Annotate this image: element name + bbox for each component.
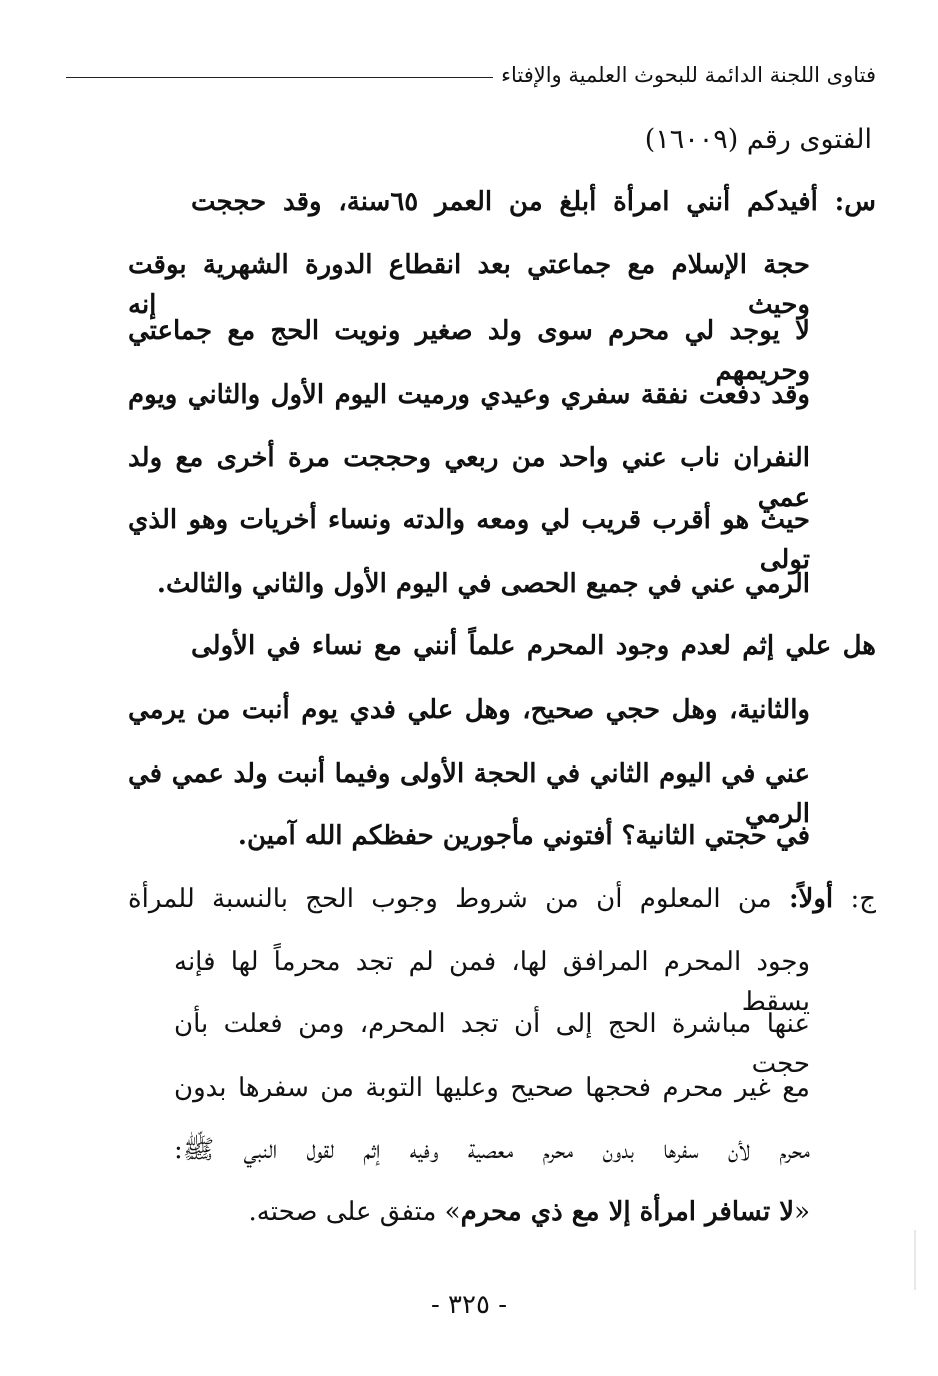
question-line-6: حيث هو أقرب قريب لي ومعه والدته ونساء أخريات وهو الذي تولى: [128, 505, 810, 575]
question-line-10: عني في اليوم الثاني في الحجة الأولى وفيما أنبت ولد عمي في الرمي: [128, 759, 810, 829]
question-line-7: الرمي عني في جميع الحصى في اليوم الأول والثاني والثالث.: [156, 569, 810, 599]
question-line-2: حجة الإسلام مع جماعتي بعد انقطاع الدورة الشهرية بوقت وحيث إنه: [128, 250, 810, 320]
question-line-4: وقد دفعت نفقة سفري وعيدي ورميت اليوم الأول والثاني ويوم: [128, 380, 810, 410]
answer-line-1: [128, 879, 876, 921]
running-header: [66, 58, 876, 92]
answer-first-heading: أولاً:: [788, 884, 834, 914]
question-line-5: النفران ناب عني واحد من ربعي وحججت مرة أخرى مع ولد عمي: [128, 443, 810, 513]
hadith-tail: متفق على صحته.: [248, 1197, 437, 1227]
page-number: - ٣٢٥ -: [430, 1290, 508, 1320]
question-line-9: والثانية، وهل حجي صحيح، وهل علي فدي يوم أنبت من يرمي: [128, 695, 810, 725]
question-line-11: في حجتي الثانية؟ أفتوني مأجورين حفظكم الله آمين.: [237, 821, 810, 851]
answer-prefix: ج:: [850, 884, 877, 914]
running-title: فتاوى اللجنة الدائمة للبحوث العلمية والإفتاء: [501, 63, 876, 87]
answer-line-6: [249, 1192, 810, 1234]
hadith-open-quote: «: [794, 1197, 810, 1227]
question-line-3: لا يوجد لي محرم سوى ولد صغير ونويت الحج مع جماعتي وحريمهم: [128, 316, 810, 386]
question-line-1: س: أفيدكم أنني امرأة أبلغ من العمر ٦٥سنة، وقد حججت: [191, 187, 876, 217]
scan-edge-mark: [914, 1230, 916, 1290]
header-rule: [66, 77, 493, 78]
answer-first-line-rest: من المعلوم أن من شروط وجوب الحج بالنسبة للمرأة: [128, 884, 772, 914]
answer-line-3: عنها مباشرة الحج إلى أن تجد المحرم، ومن فعلت بأن حجت: [174, 1009, 810, 1079]
answer-line-4: مع غير محرم فحجها صحيح وعليها التوبة من سفرها بدون: [174, 1073, 810, 1103]
answer-line-5: محرم لأن سفرها بدون محرم معصية وفيه إثم لقول النبي ﷺ:: [174, 1135, 810, 1165]
hadith-text: لا تسافر امرأة إلا مع ذي محرم: [460, 1197, 795, 1227]
fatwa-title: الفتوى رقم (١٦٠٠٩): [644, 124, 872, 155]
answer-line-2: وجود المحرم المرافق لها، فمن لم تجد محرماً لها فإنه يسقط: [174, 947, 810, 1017]
hadith-close-quote: »: [444, 1197, 461, 1227]
question-line-8: هل علي إثم لعدم وجود المحرم علماً أنني مع نساء في الأولى: [191, 631, 876, 661]
